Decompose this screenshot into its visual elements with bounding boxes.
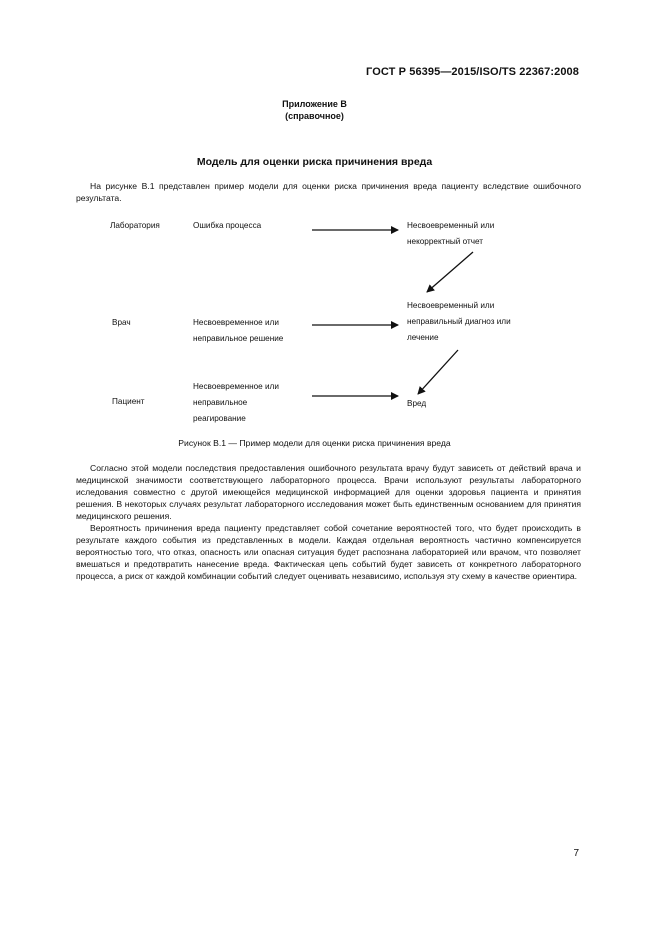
appendix-subtitle: (справочное)	[285, 111, 344, 121]
node-wrong-diagnosis: Несвоевременный или неправильный диагноз или лечение	[407, 301, 511, 342]
node-wrong-decision: Несвоевременное или неправильное решение	[193, 318, 284, 343]
standard-header: ГОСТ Р 56395—2015/ISO/TS 22367:2008	[366, 66, 579, 78]
page-number: 7	[573, 848, 579, 859]
intro-paragraph: На рисунке В.1 представлен пример модели для оценки риска причинения вреда пациенту вследствие ошибочного результата.	[76, 181, 581, 203]
row-label-doctor: Врач	[112, 318, 131, 327]
row-label-patient: Пациент	[112, 397, 145, 406]
body-paragraph: Вероятность причинения вреда пациенту представляет собой сочетание вероятностей того, что будет происходить в результате каждого события из представленных в модели. Каждая отдельная вероятность частично компенсируется вероятностью того, что отказ, опасность или опасная ситуация будет распознана лабораторией или врачом, что позволяет вмешаться и предотвратить нанесение вреда. Фактическая цепь событий будет зависеть от конкретного лабораторного процесса, а риск от каждой комбинации событий следует оценивать независимо, используя эту схему в качестве ориентира.	[76, 523, 581, 581]
section-title: Модель для оценки риска причинения вреда	[196, 156, 433, 168]
arrow-diagnosis-to-harm	[418, 350, 458, 394]
appendix-title: Приложение В	[282, 99, 347, 109]
row-label-laboratory: Лаборатория	[110, 221, 160, 230]
node-wrong-result: Несвоевременный или некорректный отчет	[407, 221, 495, 246]
figure-caption: Рисунок В.1 — Пример модели для оценки риска причинения вреда	[178, 438, 451, 448]
node-harm: Вред	[407, 399, 427, 408]
body-paragraph: Согласно этой модели последствия предоставления ошибочного результата врачу будут зависеть от действий врача и медицинской значимости соответствующего лабораторного процесса. Врачи используют результаты лабораторного иследования совместно с другой имеющейся медицинской информацией для оценки здоровья пациента и принятия решения. В некоторых случаях результат лабораторного исследования может быть единственным основанием для принятия медицинского решения.	[76, 463, 581, 521]
arrow-result-to-diagnosis	[427, 252, 473, 292]
node-wrong-reaction: Несвоевременное или неправильное реагирование	[193, 382, 279, 423]
node-process-error: Ошибка процесса	[193, 221, 262, 230]
